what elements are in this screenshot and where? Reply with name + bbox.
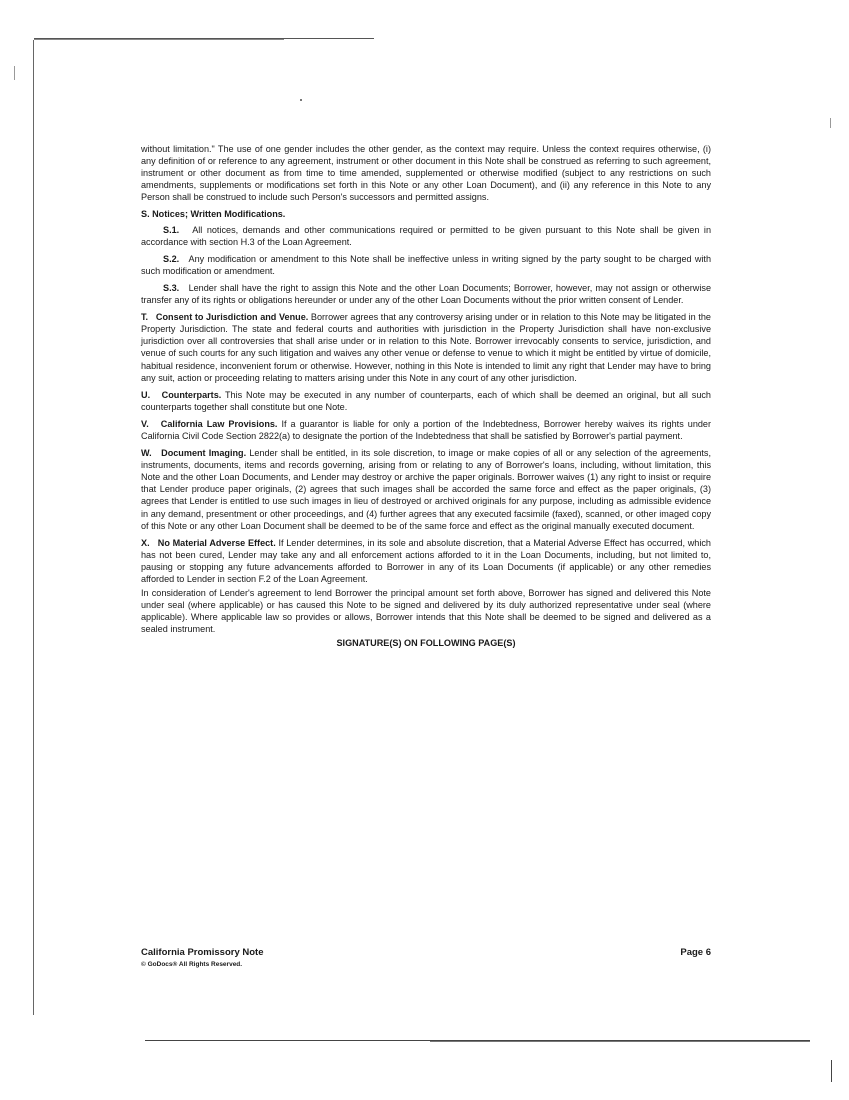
- section-w-heading: Document Imaging.: [161, 448, 247, 459]
- document-body: [141, 143, 711, 650]
- section-v: [141, 418, 711, 442]
- top-edge-line-shadow: [34, 39, 284, 40]
- section-v-letter: V.: [141, 418, 149, 429]
- section-s3-text: Lender shall have the right to assign this Note and the other Loan Documents; Borrower, however, may not assign or otherwise transfer any of its rights or obligations hereunder or under any of the other Loan Documents without the prior written consent of Lender.: [141, 282, 711, 306]
- scan-dot: [300, 99, 302, 101]
- section-s2-number: S.2.: [163, 253, 180, 264]
- section-u-text: This Note may be executed in any number of counterparts, each of which shall be deemed an original, but all such counterparts together shall constitute but one Note.: [141, 389, 711, 412]
- section-w: [141, 447, 711, 532]
- section-s-heading: S. Notices; Written Modifications.: [141, 209, 286, 220]
- footer-document-title: California Promissory Note: [141, 947, 264, 958]
- section-s1-text: All notices, demands and other communications required or permitted to be given pursuant to this Note shall be given in accordance with section H.3 of the Loan Agreement.: [141, 224, 711, 247]
- page-footer: [141, 947, 711, 968]
- left-edge-line: [33, 40, 34, 1015]
- section-s3-number: S.3.: [163, 282, 180, 293]
- section-s3: [141, 282, 711, 306]
- signature-notice: SIGNATURE(S) ON FOLLOWING PAGE(S): [336, 638, 516, 649]
- consideration-paragraph: In consideration of Lender's agreement to lend Borrower the principal amount set forth above, Borrower has signed and delivered this Note under seal (where applicable) or has caused this Note to be signed and delivered by its duly authorized representative under seal (where applicable). Where applicable law so provides or allows, Borrower intends that this Note shall be deemed to be signed and delivered as a sealed instrument.: [141, 588, 711, 635]
- margin-mark: [14, 66, 15, 80]
- section-t: [141, 311, 711, 384]
- section-s1: [141, 224, 711, 248]
- bottom-edge-line-shadow: [430, 1041, 810, 1042]
- section-v-text: If a guarantor is liable for only a portion of the Indebtedness, Borrower hereby waives its rights under California Civil Code Section 2822(a) to designate the portion of the Indebtedness that shall be satisfied by Borrower's partial payment.: [141, 418, 712, 441]
- section-x-letter: X.: [141, 537, 150, 548]
- footer-copyright: © GoDocs® All Rights Reserved.: [141, 961, 243, 968]
- section-t-heading: Consent to Jurisdiction and Venue.: [155, 312, 309, 323]
- section-u-heading: Counterparts.: [161, 389, 222, 400]
- section-s1-number: S.1.: [163, 224, 180, 235]
- section-u: [141, 389, 711, 413]
- section-x-heading: No Material Adverse Effect.: [157, 537, 276, 548]
- section-s2: [141, 253, 711, 277]
- intro-paragraph: without limitation." The use of one gender includes the other gender, as the context may require. Unless the context requires otherwise, (i) any definition of or reference to any agreement, instrument or other document in this Note shall be construed as referring to such agreement, instrument or other document as from time to time amended, supplemented or otherwise modified (subject to any restrictions on such amendments, supplements or modifications set forth in this Note or any other Loan Document), and (ii) any reference in this Note to any Person shall be construed to include such Person's successors and permitted assigns.: [141, 144, 711, 203]
- section-t-text: Borrower agrees that any controversy arising under or in relation to this Note may be litigated in the Property Jurisdiction. The state and federal courts and authorities with jurisdiction in the Property Jurisdiction shall have non-exclusive jurisdiction over all controversies that shall arise under or in relation to this Note. Borrower irrevocably consents to service, jurisdiction, and venue of such courts for any such litigation and waives any other venue or defense to venue to which it might be entitled by virtue of domicile, habitual residence, inconvenient forum or otherwise. However, nothing in this Note is intended to limit any right that Lender may have to bring any suit, action or proceeding relating to matters arising under this Note in any court of any other jurisdiction.: [141, 312, 711, 383]
- section-w-text: Lender shall be entitled, in its sole discretion, to image or make copies of all or any selection of the agreements, instruments, documents, items and records governing, arising from or relating to any of Borrower's loans, including, without limitation, this Note and the other Loan Documents, and Lender may destroy or archive the paper originals. Borrower waives (1) any right to insist or require that Lender produce paper originals, (2) agrees that such images shall be accorded the same force and effect as the paper originals, (3) agrees that Lender is entitled to use such images in lieu of destroyed or archived originals for any purpose, including as admissible evidence in any demand, presentment or other proceedings, and (4) further agrees that any executed facsimile (faxed), scanned, or other imaged copy of this Note or any other Loan Document shall be deemed to be of the same force and effect as the original manually executed document.: [141, 448, 711, 531]
- right-margin-mark: [830, 118, 831, 128]
- page-number: Page 6: [680, 947, 711, 958]
- section-s2-text: Any modification or amendment to this Note shall be ineffective unless in writing signed by the party sought to be charged with such modification or amendment.: [141, 253, 712, 276]
- right-edge-tail: [831, 1060, 832, 1082]
- section-x-text: If Lender determines, in its sole and absolute discretion, that a Material Adverse Effect has occurred, which has not been cured, Lender may take any and all enforcement actions afforded to it in the Loan Documents, including, but not limited to, pausing or stopping any future advancements afforded to Borrower in any of its Loan Documents (if applicable) or any other remedies afforded to Lender in section F.2 of the Loan Agreement.: [141, 537, 711, 584]
- section-t-letter: T.: [141, 312, 149, 323]
- section-w-letter: W.: [141, 448, 152, 459]
- section-x: [141, 537, 711, 585]
- section-v-heading: California Law Provisions.: [160, 418, 278, 429]
- section-u-letter: U.: [141, 389, 151, 400]
